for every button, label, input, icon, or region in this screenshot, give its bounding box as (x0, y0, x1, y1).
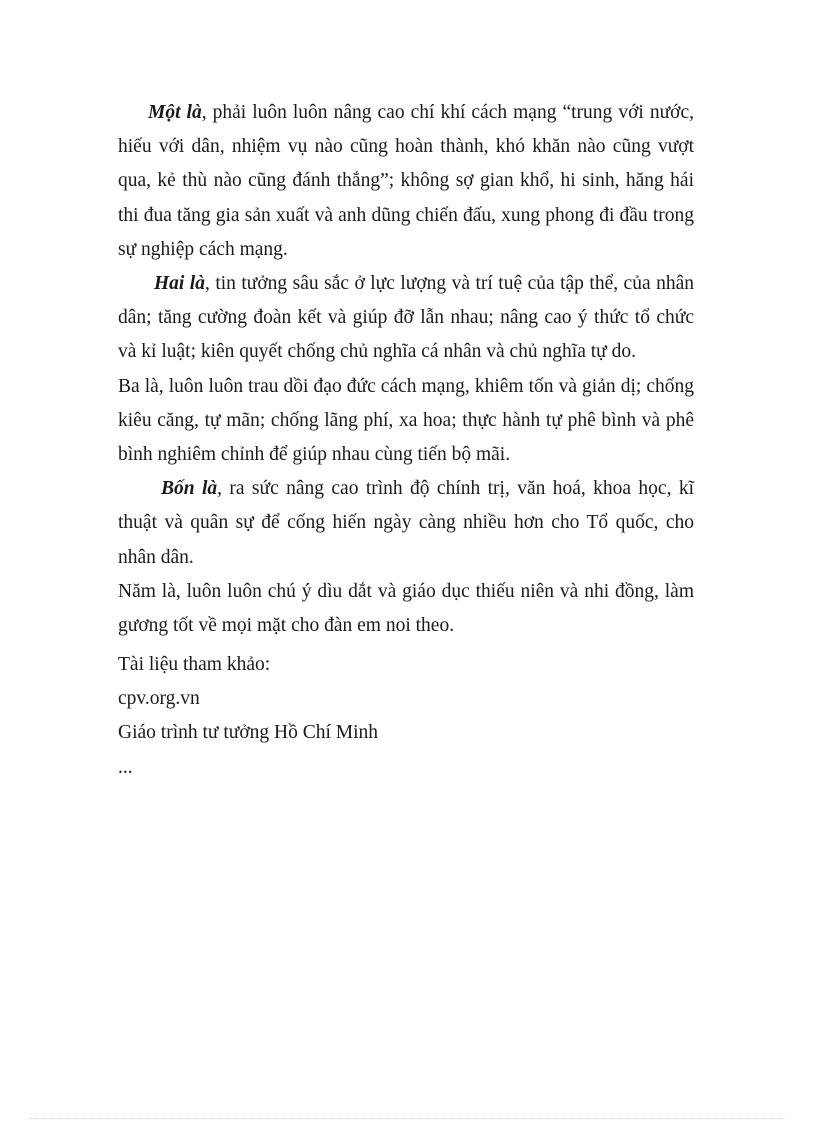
paragraph-lead: Bốn là (161, 478, 218, 500)
paragraph-mot-la (118, 96, 694, 267)
paragraph-text: Năm là, luôn luôn chú ý dìu dắt và giáo dục thiếu niên và nhi đồng, làm gương tốt về mọi mặt cho đàn em noi theo. (118, 580, 694, 637)
paragraph-text: , phải luôn luôn nâng cao chí khí cách mạng “trung với nước, hiếu với dân, nhiệm vụ nào cũng hoàn thành, khó khăn nào cũng vượt qua, kẻ thù nào cũng đánh thắng”; không sợ gian khổ, hi sinh, hăng hái thi đua tăng gia sản xuất và anh dũng chiến đấu, xung phong đi đầu trong sự nghiệp cách mạng. (118, 102, 694, 260)
references-heading: Tài liệu tham khảo: (118, 654, 271, 675)
paragraph-bon-la (118, 472, 694, 575)
paragraph-lead: Một là (148, 102, 202, 123)
paragraph-lead: Hai là (154, 273, 205, 295)
page-bottom-divider (30, 1118, 786, 1119)
paragraph-text: , ra sức nâng cao trình độ chính trị, văn hoá, khoa học, kĩ thuật và quân sự để cống hiến ngày càng nhiều hơn cho Tổ quốc, cho nhân dân. (118, 478, 694, 568)
reference-item: cpv.org.vn (118, 688, 200, 710)
paragraph-text: Ba là, luôn luôn trau dồi đạo đức cách mạng, khiêm tốn và giản dị; chống kiêu căng, tự mãn; chống lãng phí, xa hoa; thực hành tự phê bình và phê bình nghiêm chỉnh để giúp nhau cùng tiến bộ mãi. (118, 375, 694, 466)
document-body (118, 96, 694, 643)
references-section (118, 648, 694, 785)
reference-item: ... (118, 756, 133, 778)
paragraph-hai-la (118, 267, 694, 370)
reference-item: Giáo trình tư tưởng Hồ Chí Minh (118, 722, 379, 744)
paragraph-ba-la (118, 370, 694, 473)
paragraph-text: , tin tưởng sâu sắc ở lực lượng và trí tuệ của tập thể, của nhân dân; tăng cường đoàn kết và giúp đỡ lẫn nhau; nâng cao ý thức tổ chức và kỉ luật; kiên quyết chống chủ nghĩa cá nhân và chủ nghĩa tự do. (118, 273, 694, 363)
paragraph-nam-la (118, 575, 694, 643)
